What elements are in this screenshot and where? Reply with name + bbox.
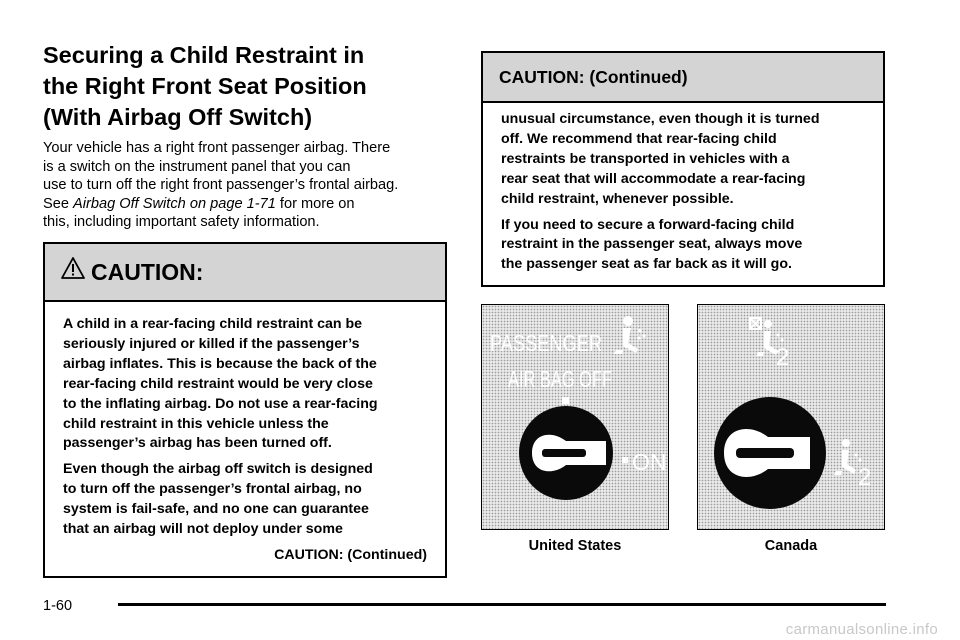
caution-paragraph [501,216,873,276]
intro-line: use to turn off the right front passenger’s frontal airbag. [43,177,399,194]
caution-line: off. We recommend that rear-facing child [501,130,777,147]
see-prefix: See [43,195,74,212]
caution-paragraph [63,460,435,540]
airbag-switch-illustration [698,305,884,529]
caution-line: unusual circumstance, even though it is turned [501,111,820,127]
caution-body [483,103,883,275]
page-number: 1-60 [43,598,73,614]
caution-title: CAUTION: [91,258,204,285]
intro-line [43,195,447,214]
airbag-off-symbol-icon [750,318,761,329]
caution-line: A child in a rear-facing child restraint can be [63,316,363,332]
caution-line: system is fail-safe, and no one can guarantee [63,501,369,518]
caution-title: CAUTION: (Continued) [499,66,688,87]
intro-paragraph [43,139,447,232]
caution-header [483,53,883,103]
caution-line: passenger’s airbag has been turned off. [63,435,332,452]
footer-rule [118,603,886,606]
caution-line: to the inflating airbag. Do not use a rear-facing [63,395,378,412]
seat-number-label: 2 [776,344,790,371]
caution-line: If you need to secure a forward-facing child [501,216,795,233]
caution-line: child restraint, whenever possible. [501,190,734,207]
intro-line: Your vehicle has a right front passenger airbag. There [43,140,391,156]
caution-line: rear seat that will accommodate a rear-facing [501,170,806,187]
caution-paragraph [63,315,435,454]
airbag-switch-figure-canada [697,304,885,530]
caution-line: that an airbag will not deploy under some [63,521,343,538]
cross-reference-link: Airbag Off Switch on page 1-71 [73,195,276,212]
caution-continued-label: CAUTION: (Continued) [274,546,427,563]
title-line: (With Airbag Off Switch) [43,104,313,130]
title-line: Securing a Child Restraint in [43,42,365,68]
caution-header [45,244,445,302]
caution-line: airbag inflates. This is because the back of the [63,355,377,372]
figure-caption-us: United States [528,538,622,554]
caution-line: seriously injured or killed if the passenger’s [63,335,360,352]
passenger-label: PASSENGER [490,330,602,356]
section-title [43,40,447,133]
seat-number-label: 2 [858,464,872,491]
caution-line: Even though the airbag off switch is designed [63,461,373,478]
on-indicator-mark [622,457,628,463]
caution-line: the passenger seat as far back as it will go. [501,256,792,273]
left-column [43,40,447,232]
airbag-switch-figure-us [481,304,669,530]
caution-line: to turn off the passenger’s frontal airbag, no [63,481,362,498]
caution-body [45,302,445,566]
intro-line: this, including important safety information. [43,214,320,231]
caution-line: rear-facing child restraint would be very close [63,375,373,392]
off-indicator-mark [562,397,569,404]
caution-line: restraints be transported in vehicles with a [501,150,790,167]
caution-box-continued [481,51,885,287]
caution-line: child restraint in this vehicle unless the [63,415,329,432]
caution-box [43,242,447,578]
airbag-off-label: AIR BAG OFF [508,366,612,392]
see-suffix: for more on [275,195,355,212]
caution-paragraph [501,110,873,210]
title-line: the Right Front Seat Position [43,73,367,99]
site-watermark: carmanualsonline.info [785,621,938,638]
caution-line: restraint in the passenger seat, always move [501,236,803,253]
intro-line: is a switch on the instrument panel that you can [43,158,351,175]
warning-triangle-icon [61,256,85,280]
passenger-seat-icon [614,316,646,354]
figure-caption-canada: Canada [764,538,818,554]
on-label: ON [632,449,667,475]
airbag-switch-illustration [482,305,668,529]
